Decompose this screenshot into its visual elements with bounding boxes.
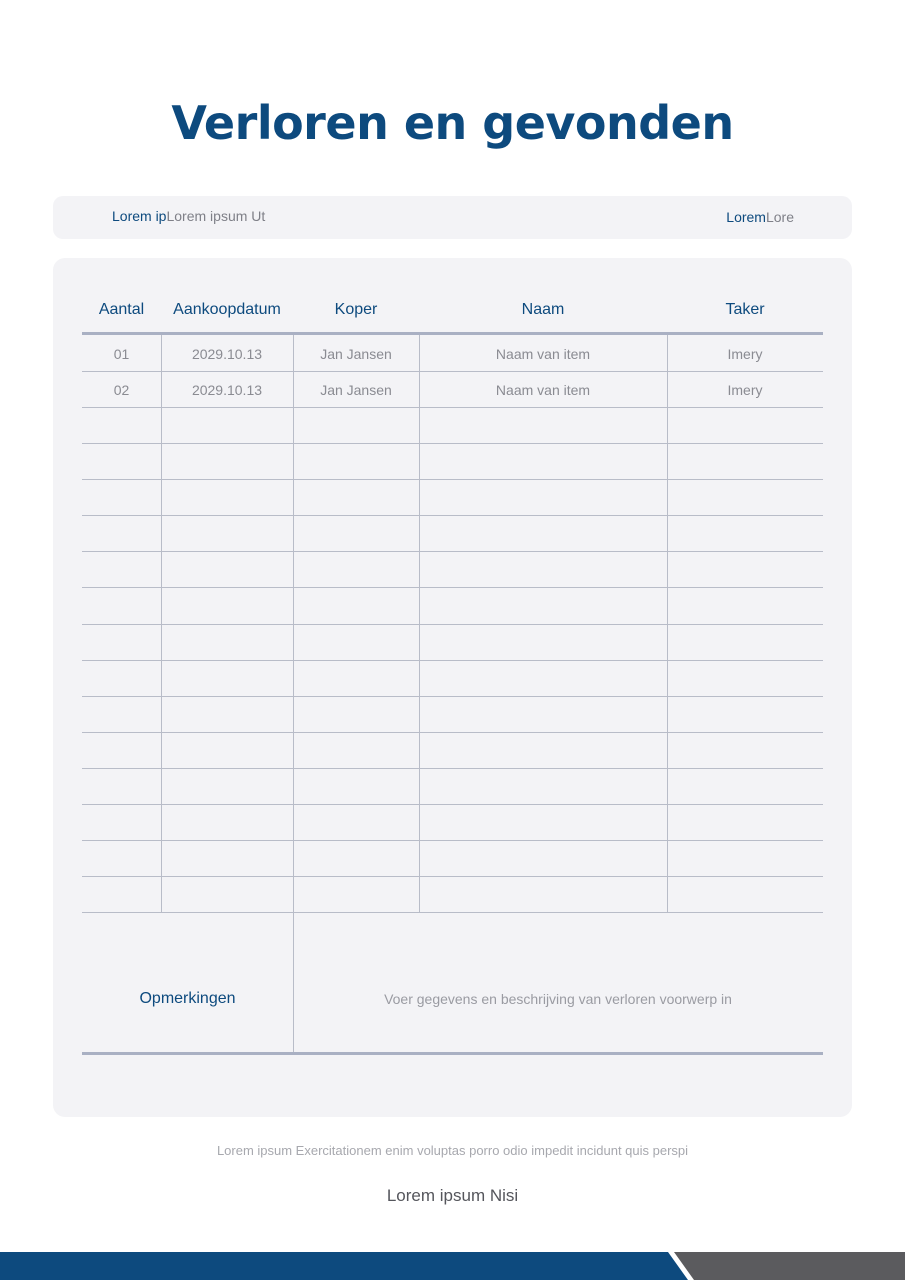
- info-bar: [53, 196, 852, 239]
- info-right-label: Lorem: [726, 209, 766, 225]
- footer-band: [0, 1252, 905, 1280]
- row-divider: [82, 587, 823, 588]
- row-divider: [82, 479, 823, 480]
- table-cell[interactable]: Imery: [727, 382, 763, 398]
- row-divider: [82, 876, 823, 877]
- table-cell[interactable]: 01: [113, 346, 130, 362]
- info-right-value: Lore: [765, 209, 794, 225]
- column-divider: [161, 335, 162, 912]
- table-cell[interactable]: Naam van item: [495, 382, 591, 398]
- table-cell[interactable]: 2029.10.13: [191, 346, 263, 362]
- table-cell[interactable]: Imery: [727, 346, 763, 362]
- info-left-label: Lorem ip: [112, 208, 167, 224]
- remarks-divider: [293, 912, 294, 1052]
- remarks-text[interactable]: Voer gegevens en beschrijving van verloren voorwerp in: [384, 991, 732, 1007]
- row-divider: [82, 660, 823, 661]
- footer-band-blue: [0, 1252, 688, 1280]
- row-divider: [82, 371, 823, 372]
- row-divider: [82, 624, 823, 625]
- remarks-label: Opmerkingen: [139, 990, 236, 1007]
- row-divider: [82, 912, 823, 913]
- column-divider: [667, 335, 668, 912]
- row-divider: [82, 443, 823, 444]
- row-divider: [82, 515, 823, 516]
- column-header-1: Aankoopdatum: [173, 301, 281, 318]
- table-cell[interactable]: 2029.10.13: [191, 382, 263, 398]
- row-divider: [82, 732, 823, 733]
- footer-band-gray: [674, 1252, 905, 1280]
- info-right: [726, 209, 794, 225]
- column-header-3: Naam: [521, 301, 565, 318]
- row-divider: [82, 551, 823, 552]
- row-divider: [82, 804, 823, 805]
- table-cell[interactable]: Jan Jansen: [320, 382, 392, 398]
- footer-name: Lorem ipsum Nisi: [386, 1186, 519, 1205]
- column-header-0: Aantal: [98, 301, 145, 318]
- row-divider: [82, 768, 823, 769]
- footnote: Lorem ipsum Exercitationem enim voluptas porro odio impedit incidunt quis perspi: [216, 1143, 689, 1158]
- row-divider: [82, 696, 823, 697]
- column-divider: [293, 335, 294, 912]
- column-header-4: Taker: [725, 301, 765, 318]
- column-header-2: Koper: [334, 301, 378, 318]
- info-left: [112, 208, 265, 224]
- row-divider: [82, 840, 823, 841]
- table-top-rule: [82, 332, 823, 335]
- table-bottom-rule: [82, 1052, 823, 1055]
- table-cell[interactable]: Jan Jansen: [320, 346, 392, 362]
- table-cell[interactable]: 02: [113, 382, 130, 398]
- table-cell[interactable]: Naam van item: [495, 346, 591, 362]
- row-divider: [82, 407, 823, 408]
- column-divider: [419, 335, 420, 912]
- page-title: Verloren en gevonden: [171, 96, 734, 150]
- info-left-value: Lorem ipsum Ut: [166, 208, 266, 224]
